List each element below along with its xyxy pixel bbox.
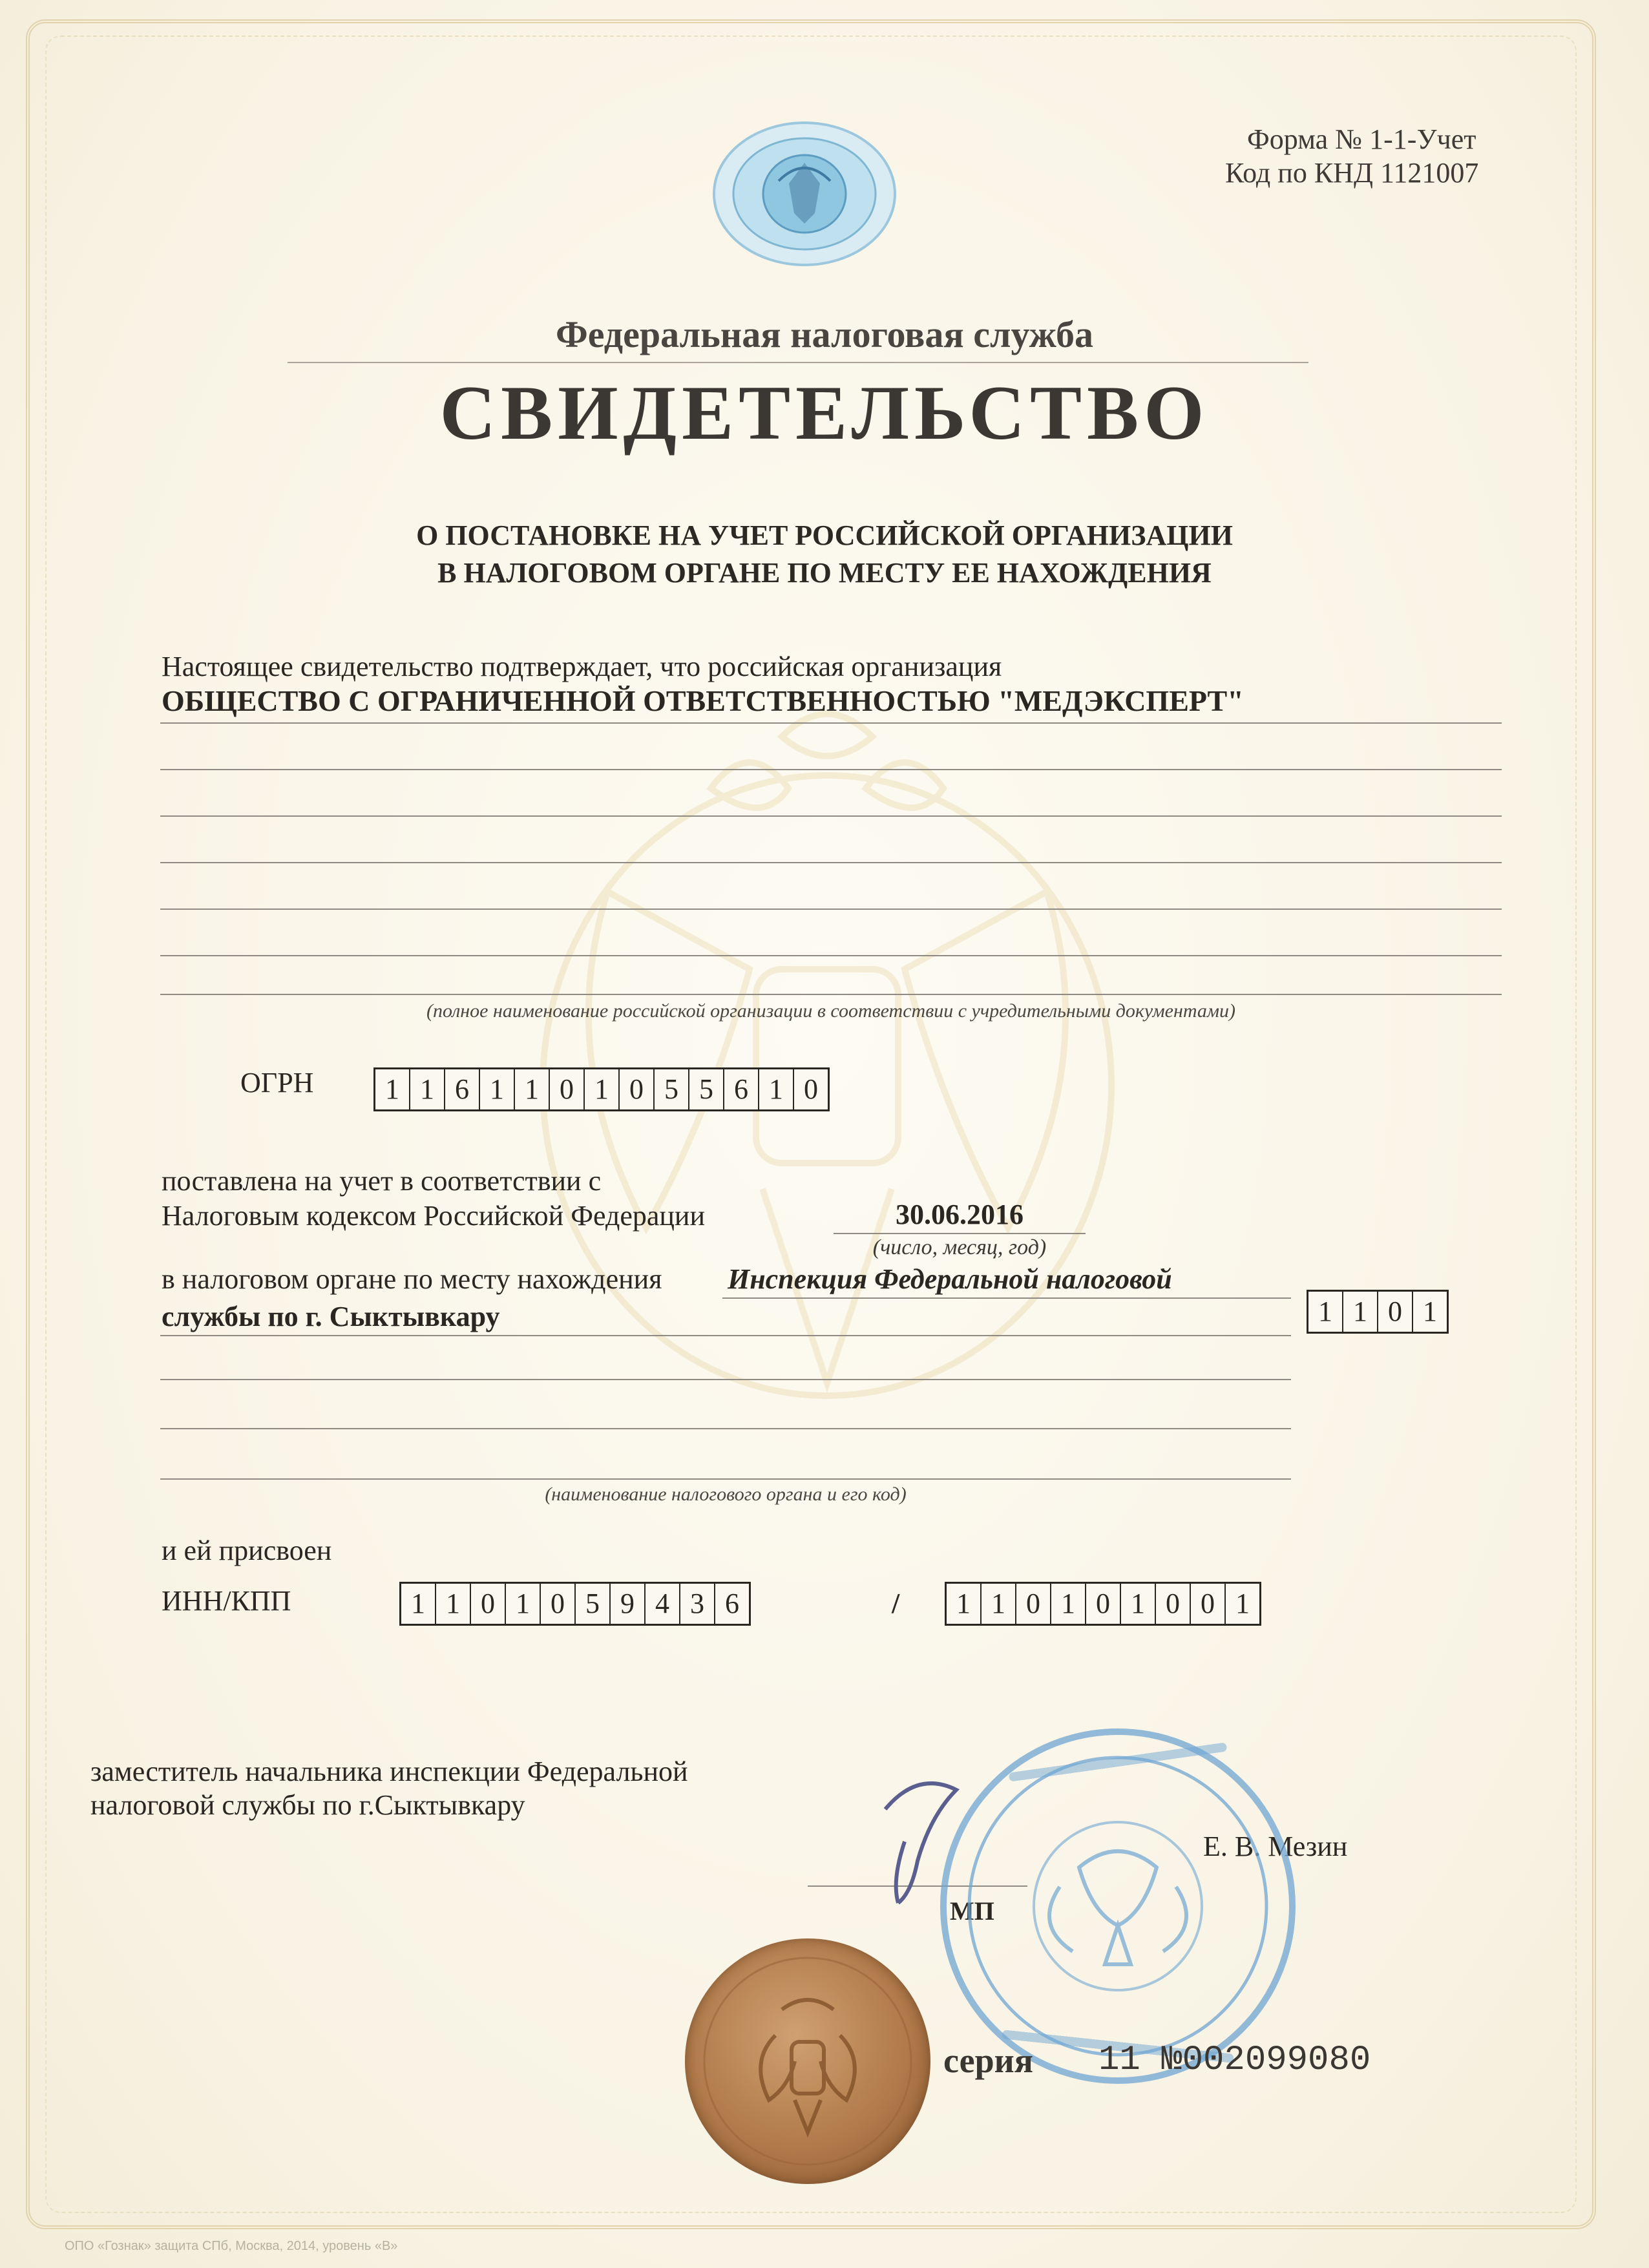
ogrn-digit: 0 bbox=[620, 1069, 655, 1109]
kpp-digit: 0 bbox=[1156, 1584, 1191, 1624]
kpp-digit: 1 bbox=[1121, 1584, 1156, 1624]
authority-code-digit: 1 bbox=[1423, 1296, 1437, 1327]
ogrn-digit: 1 bbox=[480, 1069, 515, 1109]
inn-digit: 9 bbox=[611, 1584, 646, 1624]
registration-line-1: поставлена на учет в соответствии с bbox=[162, 1165, 602, 1197]
subtitle-line-2: В НАЛОГОВОМ ОРГАНЕ ПО МЕСТУ ЕЕ НАХОЖДЕНИЯ bbox=[437, 557, 1212, 589]
eagle-watermark-icon bbox=[478, 698, 1176, 1428]
authority-intro: в налоговом органе по месту нахождения bbox=[162, 1263, 662, 1295]
org-line-7 bbox=[160, 994, 1502, 995]
inn-digit: 1 bbox=[401, 1584, 436, 1624]
inn-digit: 0 bbox=[541, 1584, 576, 1624]
authority-line-c bbox=[160, 1379, 1291, 1380]
inn-digit: 0 bbox=[471, 1584, 506, 1624]
inn-kpp-label: ИНН/КПП bbox=[162, 1585, 291, 1617]
ogrn-digit: 1 bbox=[410, 1069, 445, 1109]
hologram-emblem-icon bbox=[708, 116, 901, 271]
authority-line-e bbox=[160, 1478, 1291, 1480]
kpp-digit: 1 bbox=[1051, 1584, 1086, 1624]
ogrn-digit: 1 bbox=[515, 1069, 550, 1109]
ogrn-digit: 1 bbox=[585, 1069, 620, 1109]
org-line-2 bbox=[160, 769, 1502, 770]
authority-caption: (наименование налогового органа и его код) bbox=[545, 1484, 907, 1505]
ogrn-digit: 5 bbox=[655, 1069, 689, 1109]
signatory-position-line-2: налоговой службы по г.Сыктывкару bbox=[90, 1789, 525, 1821]
signatory-position-line-1: заместитель начальника инспекции Федеральной bbox=[90, 1756, 688, 1787]
kpp-digit: 1 bbox=[947, 1584, 982, 1624]
organization-name: ОБЩЕСТВО С ОГРАНИЧЕННОЙ ОТВЕТСТВЕННОСТЬЮ "МЕДЭКСПЕРТ" bbox=[162, 684, 1244, 717]
authority-code-boxes bbox=[1307, 1290, 1449, 1334]
authority-code-digit: 1 bbox=[1343, 1292, 1378, 1332]
authority-code-digit: 1 bbox=[1308, 1292, 1343, 1332]
official-stamp-icon bbox=[930, 1719, 1305, 2094]
eagle-emblem-icon bbox=[685, 1938, 930, 2184]
inn-digit: 6 bbox=[725, 1588, 739, 1619]
inn-digit: 5 bbox=[576, 1584, 611, 1624]
inn-kpp-separator: / bbox=[892, 1588, 900, 1619]
form-number: Форма № 1-1-Учет bbox=[1247, 123, 1476, 155]
inn-digit: 3 bbox=[680, 1584, 715, 1624]
org-caption: (полное наименование российской организации в соответствии с учредительными документами) bbox=[426, 1000, 1236, 1022]
inn-digit: 4 bbox=[646, 1584, 680, 1624]
mp-label: МП bbox=[950, 1896, 994, 1926]
kpp-digit: 0 bbox=[1191, 1584, 1226, 1624]
printer-imprint: ОПО «Гознак» защита СПб, Москва, 2014, уровень «В» bbox=[65, 2239, 398, 2253]
kpp-boxes bbox=[945, 1582, 1261, 1626]
ogrn-digit: 5 bbox=[689, 1069, 724, 1109]
document-subtitle bbox=[0, 517, 1649, 592]
date-line bbox=[834, 1233, 1086, 1234]
authority-name-line-2: службы по г. Сыктывкару bbox=[162, 1301, 500, 1332]
inn-digit: 1 bbox=[436, 1584, 471, 1624]
ogrn-label: ОГРН bbox=[240, 1067, 314, 1098]
registration-line-2: Налоговым кодексом Российской Федерации bbox=[162, 1200, 706, 1232]
authority-line-d bbox=[160, 1428, 1291, 1429]
date-caption: (число, месяц, год) bbox=[872, 1235, 1047, 1259]
intro-text: Настоящее свидетельство подтверждает, что российская организация bbox=[162, 651, 1002, 682]
org-line-5 bbox=[160, 908, 1502, 910]
kpp-digit: 0 bbox=[1016, 1584, 1051, 1624]
knd-code: Код по КНД 1121007 bbox=[1225, 157, 1479, 189]
inn-boxes bbox=[399, 1582, 751, 1626]
authority-name-line-1: Инспекция Федеральной налоговой bbox=[728, 1263, 1172, 1295]
org-line-6 bbox=[160, 955, 1502, 956]
ogrn-digit: 6 bbox=[445, 1069, 480, 1109]
org-line-4 bbox=[160, 862, 1502, 863]
kpp-digit: 1 bbox=[1235, 1588, 1250, 1619]
authority-line-a bbox=[722, 1297, 1291, 1299]
kpp-digit: 0 bbox=[1086, 1584, 1121, 1624]
signatory-name: Е. В. Мезин bbox=[1203, 1831, 1348, 1862]
ogrn-boxes bbox=[373, 1067, 830, 1111]
ogrn-digit: 1 bbox=[375, 1069, 410, 1109]
authority-code-digit: 0 bbox=[1378, 1292, 1413, 1332]
org-line-3 bbox=[160, 815, 1502, 817]
agency-name: Федеральная налоговая служба bbox=[555, 313, 1094, 355]
gold-seal bbox=[685, 1938, 930, 2184]
series-label: серия bbox=[943, 2041, 1033, 2080]
header-divider bbox=[288, 362, 1308, 363]
inn-digit: 1 bbox=[506, 1584, 541, 1624]
authority-line-b bbox=[160, 1335, 1291, 1336]
series-number: 11 №002099080 bbox=[1098, 2041, 1371, 2080]
document-title: СВИДЕТЕЛЬСТВО bbox=[439, 370, 1210, 456]
assigned-text: и ей присвоен bbox=[162, 1535, 332, 1566]
ogrn-digit: 6 bbox=[724, 1069, 759, 1109]
ogrn-digit: 0 bbox=[804, 1073, 818, 1105]
subtitle-line-1: О ПОСТАНОВКЕ НА УЧЕТ РОССИЙСКОЙ ОРГАНИЗАЦИИ bbox=[416, 520, 1233, 551]
registration-date: 30.06.2016 bbox=[896, 1199, 1024, 1230]
org-line-1 bbox=[160, 722, 1502, 724]
ogrn-digit: 0 bbox=[550, 1069, 585, 1109]
ogrn-digit: 1 bbox=[759, 1069, 794, 1109]
kpp-digit: 1 bbox=[982, 1584, 1016, 1624]
